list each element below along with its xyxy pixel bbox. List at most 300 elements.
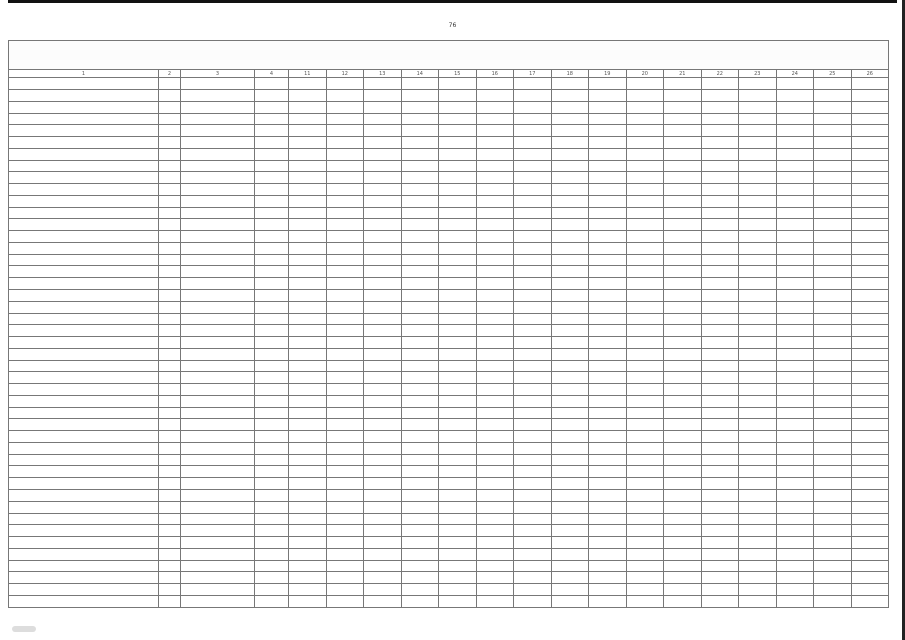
table-cell bbox=[701, 278, 739, 290]
table-cell bbox=[664, 525, 702, 537]
table-cell bbox=[551, 231, 589, 243]
table-cell bbox=[159, 89, 181, 101]
table-cell bbox=[289, 360, 327, 372]
table-cell bbox=[551, 195, 589, 207]
table-cell bbox=[181, 242, 255, 254]
table-cell bbox=[626, 301, 664, 313]
table-cell bbox=[364, 195, 402, 207]
table-cell bbox=[181, 207, 255, 219]
table-cell bbox=[589, 313, 627, 325]
table-cell bbox=[776, 125, 814, 137]
table-cell bbox=[326, 219, 364, 231]
table-cell bbox=[589, 101, 627, 113]
table-cell bbox=[851, 148, 889, 160]
table-cell bbox=[181, 419, 255, 431]
table-cell bbox=[364, 442, 402, 454]
table-cell bbox=[159, 560, 181, 572]
table-cell bbox=[814, 231, 852, 243]
table-cell bbox=[851, 337, 889, 349]
table-cell bbox=[401, 266, 439, 278]
table-cell bbox=[814, 337, 852, 349]
table-cell bbox=[664, 454, 702, 466]
table-cell bbox=[9, 172, 159, 184]
table-cell bbox=[289, 395, 327, 407]
table-cell bbox=[551, 348, 589, 360]
table-cell bbox=[401, 289, 439, 301]
table-cell bbox=[255, 184, 289, 196]
table-cell bbox=[9, 278, 159, 290]
table-cell bbox=[776, 301, 814, 313]
table-cell bbox=[159, 372, 181, 384]
table-cell bbox=[739, 184, 777, 196]
table-cell bbox=[439, 337, 477, 349]
table-cell bbox=[401, 254, 439, 266]
table-cell bbox=[589, 384, 627, 396]
table-cell bbox=[664, 125, 702, 137]
table-cell bbox=[514, 525, 552, 537]
table-cell bbox=[701, 113, 739, 125]
table-cell bbox=[851, 595, 889, 607]
table-cell bbox=[589, 372, 627, 384]
table-cell bbox=[814, 466, 852, 478]
table-cell bbox=[289, 172, 327, 184]
table-cell bbox=[9, 372, 159, 384]
table-cell bbox=[514, 537, 552, 549]
table-cell bbox=[851, 254, 889, 266]
table-cell bbox=[326, 584, 364, 596]
table-cell bbox=[326, 337, 364, 349]
table-row bbox=[9, 313, 889, 325]
table-cell bbox=[514, 395, 552, 407]
table-cell bbox=[514, 560, 552, 572]
table-cell bbox=[739, 231, 777, 243]
table-cell bbox=[289, 337, 327, 349]
column-number: 26 bbox=[851, 69, 889, 77]
table-cell bbox=[439, 372, 477, 384]
table-cell bbox=[439, 572, 477, 584]
table-cell bbox=[664, 289, 702, 301]
table-cell bbox=[626, 478, 664, 490]
table-cell bbox=[181, 501, 255, 513]
table-cell bbox=[364, 219, 402, 231]
table-row bbox=[9, 537, 889, 549]
table-cell bbox=[776, 384, 814, 396]
table-cell bbox=[159, 360, 181, 372]
table-cell bbox=[814, 101, 852, 113]
table-cell bbox=[701, 184, 739, 196]
table-cell bbox=[401, 231, 439, 243]
table-cell bbox=[664, 478, 702, 490]
table-row bbox=[9, 184, 889, 196]
table-cell bbox=[739, 501, 777, 513]
table-cell bbox=[255, 395, 289, 407]
table-cell bbox=[401, 395, 439, 407]
table-cell bbox=[551, 254, 589, 266]
table-cell bbox=[814, 266, 852, 278]
table-cell bbox=[255, 442, 289, 454]
table-row bbox=[9, 560, 889, 572]
table-cell bbox=[514, 384, 552, 396]
table-cell bbox=[626, 219, 664, 231]
table-cell bbox=[739, 454, 777, 466]
table-cell bbox=[476, 148, 514, 160]
table-cell bbox=[814, 360, 852, 372]
table-cell bbox=[739, 360, 777, 372]
table-cell bbox=[851, 560, 889, 572]
table-cell bbox=[9, 78, 159, 90]
table-cell bbox=[514, 313, 552, 325]
table-cell bbox=[551, 395, 589, 407]
table-cell bbox=[476, 348, 514, 360]
table-cell bbox=[664, 595, 702, 607]
table-cell bbox=[439, 172, 477, 184]
table-cell bbox=[364, 466, 402, 478]
table-cell bbox=[514, 172, 552, 184]
table-cell bbox=[364, 360, 402, 372]
table-cell bbox=[626, 89, 664, 101]
table-row bbox=[9, 266, 889, 278]
table-cell bbox=[476, 195, 514, 207]
table-cell bbox=[664, 395, 702, 407]
table-cell bbox=[814, 595, 852, 607]
table-cell bbox=[289, 301, 327, 313]
table-cell bbox=[255, 101, 289, 113]
table-cell bbox=[664, 231, 702, 243]
table-cell bbox=[476, 231, 514, 243]
table-cell bbox=[664, 195, 702, 207]
table-cell bbox=[814, 454, 852, 466]
table-cell bbox=[401, 113, 439, 125]
table-cell bbox=[159, 184, 181, 196]
table-cell bbox=[401, 572, 439, 584]
table-cell bbox=[814, 490, 852, 502]
table-cell bbox=[851, 490, 889, 502]
table-cell bbox=[701, 548, 739, 560]
table-cell bbox=[476, 184, 514, 196]
table-row bbox=[9, 595, 889, 607]
table-cell bbox=[159, 466, 181, 478]
table-cell bbox=[439, 419, 477, 431]
table-cell bbox=[364, 301, 402, 313]
table-cell bbox=[664, 513, 702, 525]
table-cell bbox=[364, 490, 402, 502]
table-cell bbox=[289, 560, 327, 572]
table-row bbox=[9, 419, 889, 431]
table-row bbox=[9, 219, 889, 231]
table-cell bbox=[9, 560, 159, 572]
table-cell bbox=[181, 478, 255, 490]
table-cell bbox=[776, 207, 814, 219]
table-cell bbox=[326, 172, 364, 184]
header-row bbox=[9, 41, 889, 70]
table-row bbox=[9, 289, 889, 301]
table-cell bbox=[326, 490, 364, 502]
table-cell bbox=[851, 372, 889, 384]
table-cell bbox=[439, 466, 477, 478]
table-cell bbox=[551, 595, 589, 607]
table-cell bbox=[851, 160, 889, 172]
table-cell bbox=[626, 442, 664, 454]
table-cell bbox=[776, 184, 814, 196]
table-cell bbox=[851, 172, 889, 184]
table-cell bbox=[701, 325, 739, 337]
table-cell bbox=[439, 101, 477, 113]
table-cell bbox=[326, 137, 364, 149]
table-cell bbox=[551, 266, 589, 278]
table-cell bbox=[181, 466, 255, 478]
table-cell bbox=[476, 278, 514, 290]
table-cell bbox=[551, 207, 589, 219]
table-cell bbox=[626, 384, 664, 396]
table-cell bbox=[326, 360, 364, 372]
table-cell bbox=[664, 301, 702, 313]
table-cell bbox=[9, 148, 159, 160]
table-cell bbox=[159, 419, 181, 431]
table-cell bbox=[476, 384, 514, 396]
table-cell bbox=[626, 113, 664, 125]
table-cell bbox=[439, 231, 477, 243]
table-cell bbox=[9, 454, 159, 466]
table-cell bbox=[626, 278, 664, 290]
table-cell bbox=[514, 301, 552, 313]
table-cell bbox=[701, 172, 739, 184]
table-cell bbox=[776, 172, 814, 184]
table-cell bbox=[701, 454, 739, 466]
table-row bbox=[9, 254, 889, 266]
table-cell bbox=[159, 407, 181, 419]
table-cell bbox=[364, 172, 402, 184]
table-row bbox=[9, 160, 889, 172]
table-cell bbox=[9, 184, 159, 196]
table-cell bbox=[814, 278, 852, 290]
table-cell bbox=[589, 219, 627, 231]
table-cell bbox=[626, 160, 664, 172]
table-cell bbox=[626, 348, 664, 360]
table-cell bbox=[851, 137, 889, 149]
table-cell bbox=[255, 372, 289, 384]
table-cell bbox=[626, 431, 664, 443]
table-cell bbox=[364, 231, 402, 243]
table-cell bbox=[851, 313, 889, 325]
table-cell bbox=[401, 513, 439, 525]
table-cell bbox=[181, 325, 255, 337]
table-cell bbox=[326, 478, 364, 490]
table-cell bbox=[551, 325, 589, 337]
table-cell bbox=[664, 172, 702, 184]
table-cell bbox=[514, 219, 552, 231]
table-cell bbox=[701, 337, 739, 349]
table-cell bbox=[664, 278, 702, 290]
table-cell bbox=[514, 278, 552, 290]
table-cell bbox=[289, 384, 327, 396]
table-row bbox=[9, 372, 889, 384]
table-cell bbox=[159, 195, 181, 207]
table-cell bbox=[9, 289, 159, 301]
table-cell bbox=[814, 548, 852, 560]
table-cell bbox=[476, 442, 514, 454]
table-row bbox=[9, 78, 889, 90]
table-cell bbox=[551, 537, 589, 549]
table-cell bbox=[326, 419, 364, 431]
table-cell bbox=[589, 395, 627, 407]
table-cell bbox=[255, 160, 289, 172]
table-cell bbox=[326, 572, 364, 584]
table-cell bbox=[664, 572, 702, 584]
column-number: 16 bbox=[476, 69, 514, 77]
table-cell bbox=[551, 148, 589, 160]
table-cell bbox=[159, 219, 181, 231]
table-cell bbox=[851, 195, 889, 207]
table-cell bbox=[401, 337, 439, 349]
table-cell bbox=[159, 313, 181, 325]
table-cell bbox=[589, 501, 627, 513]
table-cell bbox=[326, 442, 364, 454]
table-cell bbox=[476, 78, 514, 90]
table-cell bbox=[814, 207, 852, 219]
table-cell bbox=[626, 454, 664, 466]
table-cell bbox=[181, 407, 255, 419]
table-cell bbox=[181, 137, 255, 149]
table-cell bbox=[701, 466, 739, 478]
table-cell bbox=[851, 584, 889, 596]
table-cell bbox=[476, 395, 514, 407]
table-cell bbox=[289, 525, 327, 537]
column-number: 25 bbox=[814, 69, 852, 77]
table-cell bbox=[514, 137, 552, 149]
table-cell bbox=[439, 384, 477, 396]
table-cell bbox=[551, 337, 589, 349]
table-cell bbox=[289, 78, 327, 90]
table-cell bbox=[181, 560, 255, 572]
column-number: 3 bbox=[181, 69, 255, 77]
table-cell bbox=[739, 113, 777, 125]
table-cell bbox=[326, 89, 364, 101]
table-cell bbox=[9, 125, 159, 137]
table-cell bbox=[701, 289, 739, 301]
table-cell bbox=[476, 537, 514, 549]
table-cell bbox=[701, 207, 739, 219]
table-cell bbox=[289, 101, 327, 113]
table-cell bbox=[364, 184, 402, 196]
table-cell bbox=[701, 125, 739, 137]
table-cell bbox=[814, 384, 852, 396]
table-cell bbox=[514, 78, 552, 90]
table-cell bbox=[326, 148, 364, 160]
table-cell bbox=[701, 137, 739, 149]
table-cell bbox=[551, 490, 589, 502]
table-cell bbox=[439, 148, 477, 160]
table-cell bbox=[851, 501, 889, 513]
table-cell bbox=[551, 501, 589, 513]
table-cell bbox=[326, 325, 364, 337]
table-cell bbox=[159, 595, 181, 607]
table-cell bbox=[814, 313, 852, 325]
table-cell bbox=[9, 195, 159, 207]
table-cell bbox=[814, 348, 852, 360]
table-cell bbox=[589, 89, 627, 101]
table-cell bbox=[181, 101, 255, 113]
table-cell bbox=[364, 289, 402, 301]
table-cell bbox=[289, 348, 327, 360]
table-cell bbox=[255, 325, 289, 337]
table-cell bbox=[401, 125, 439, 137]
table-cell bbox=[814, 254, 852, 266]
table-cell bbox=[739, 537, 777, 549]
column-number: 2 bbox=[159, 69, 181, 77]
table-cell bbox=[364, 278, 402, 290]
table-cell bbox=[739, 313, 777, 325]
table-cell bbox=[439, 184, 477, 196]
table-cell bbox=[664, 78, 702, 90]
table-cell bbox=[776, 525, 814, 537]
table-cell bbox=[551, 384, 589, 396]
table-cell bbox=[664, 148, 702, 160]
table-cell bbox=[401, 431, 439, 443]
table-cell bbox=[514, 431, 552, 443]
table-cell bbox=[551, 160, 589, 172]
table-cell bbox=[439, 195, 477, 207]
table-cell bbox=[851, 572, 889, 584]
table-cell bbox=[364, 478, 402, 490]
column-number: 11 bbox=[289, 69, 327, 77]
table-cell bbox=[814, 572, 852, 584]
table-cell bbox=[9, 501, 159, 513]
table-cell bbox=[439, 266, 477, 278]
table-cell bbox=[364, 137, 402, 149]
table-row bbox=[9, 89, 889, 101]
table-cell bbox=[326, 160, 364, 172]
table-cell bbox=[664, 384, 702, 396]
table-cell bbox=[364, 584, 402, 596]
table-cell bbox=[626, 231, 664, 243]
table-cell bbox=[181, 395, 255, 407]
table-cell bbox=[326, 301, 364, 313]
table-cell bbox=[551, 407, 589, 419]
table-row bbox=[9, 548, 889, 560]
table-cell bbox=[476, 172, 514, 184]
column-number: 20 bbox=[626, 69, 664, 77]
table-row bbox=[9, 337, 889, 349]
table-cell bbox=[181, 572, 255, 584]
table-cell bbox=[9, 584, 159, 596]
table-cell bbox=[589, 360, 627, 372]
table-cell bbox=[326, 537, 364, 549]
table-cell bbox=[814, 478, 852, 490]
table-cell bbox=[401, 454, 439, 466]
table-cell bbox=[664, 266, 702, 278]
table-row bbox=[9, 125, 889, 137]
table-cell bbox=[551, 301, 589, 313]
table-cell bbox=[255, 478, 289, 490]
table-cell bbox=[9, 254, 159, 266]
table-cell bbox=[289, 278, 327, 290]
table-cell bbox=[851, 125, 889, 137]
table-cell bbox=[401, 160, 439, 172]
table-cell bbox=[401, 407, 439, 419]
table-cell bbox=[439, 595, 477, 607]
table-cell bbox=[289, 548, 327, 560]
table-cell bbox=[476, 525, 514, 537]
table-cell bbox=[664, 89, 702, 101]
table-cell bbox=[814, 172, 852, 184]
table-cell bbox=[159, 137, 181, 149]
table-cell bbox=[9, 548, 159, 560]
table-cell bbox=[851, 101, 889, 113]
table-cell bbox=[626, 172, 664, 184]
table-cell bbox=[159, 242, 181, 254]
table-cell bbox=[439, 313, 477, 325]
table-cell bbox=[814, 148, 852, 160]
